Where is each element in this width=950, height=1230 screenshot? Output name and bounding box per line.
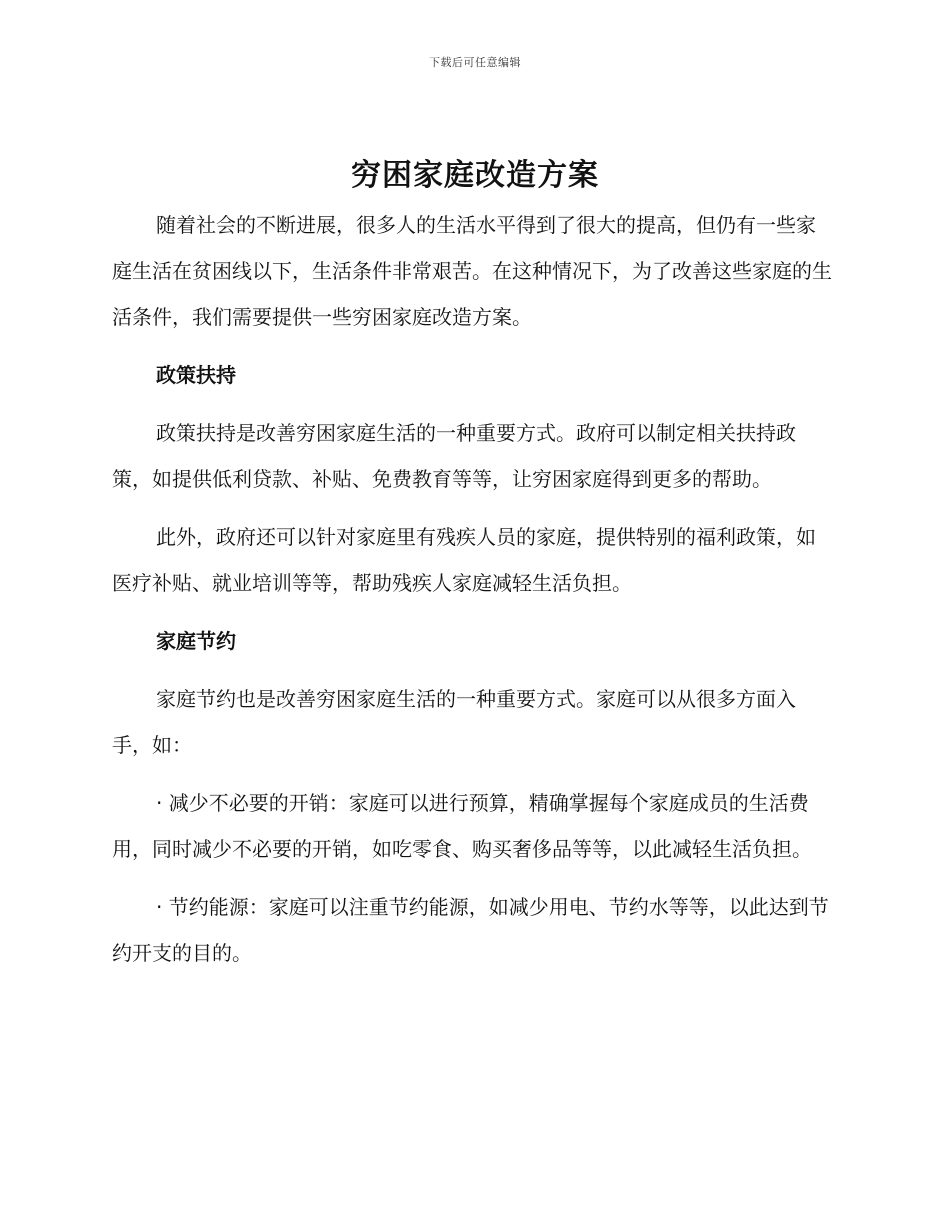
section-policy-support — [112, 352, 832, 606]
intro-paragraph: 随着社会的不断进展，很多人的生活水平得到了很大的提高，但仍有一些家庭生活在贫困线以下，生活条件非常艰苦。在这种情况下，为了改善这些家庭的生活条件，我们需要提供一些穷困家庭改造方案。 — [112, 213, 832, 329]
section-paragraph: 家庭节约也是改善穷困家庭生活的一种重要方式。家庭可以从很多方面入手，如： — [112, 687, 796, 757]
bullet-item: · 节约能源：家庭可以注重节约能源，如减少用电、节约水等等，以此达到节约开支的目的。 — [112, 895, 829, 965]
header-note: 下载后可任意编辑 — [429, 56, 521, 69]
document-body — [112, 202, 832, 976]
section-paragraph: 此外，政府还可以针对家庭里有残疾人员的家庭，提供特别的福利政策，如医疗补贴、就业培训等等，帮助残疾人家庭减轻生活负担。 — [112, 525, 816, 595]
section-heading: 政策扶持 — [156, 363, 236, 387]
bullet-item: · 减少不必要的开销：家庭可以进行预算，精确掌握每个家庭成员的生活费用，同时减少不必要的开销，如吃零食、购买奢侈品等等，以此减轻生活负担。 — [112, 791, 812, 861]
section-family-saving — [112, 618, 832, 976]
section-heading: 家庭节约 — [156, 629, 236, 653]
section-paragraph: 政策扶持是改善穷困家庭生活的一种重要方式。政府可以制定相关扶持政策，如提供低利贷款、补贴、免费教育等等，让穷困家庭得到更多的帮助。 — [112, 421, 796, 491]
document-title: 穷困家庭改造方案 — [351, 158, 599, 193]
